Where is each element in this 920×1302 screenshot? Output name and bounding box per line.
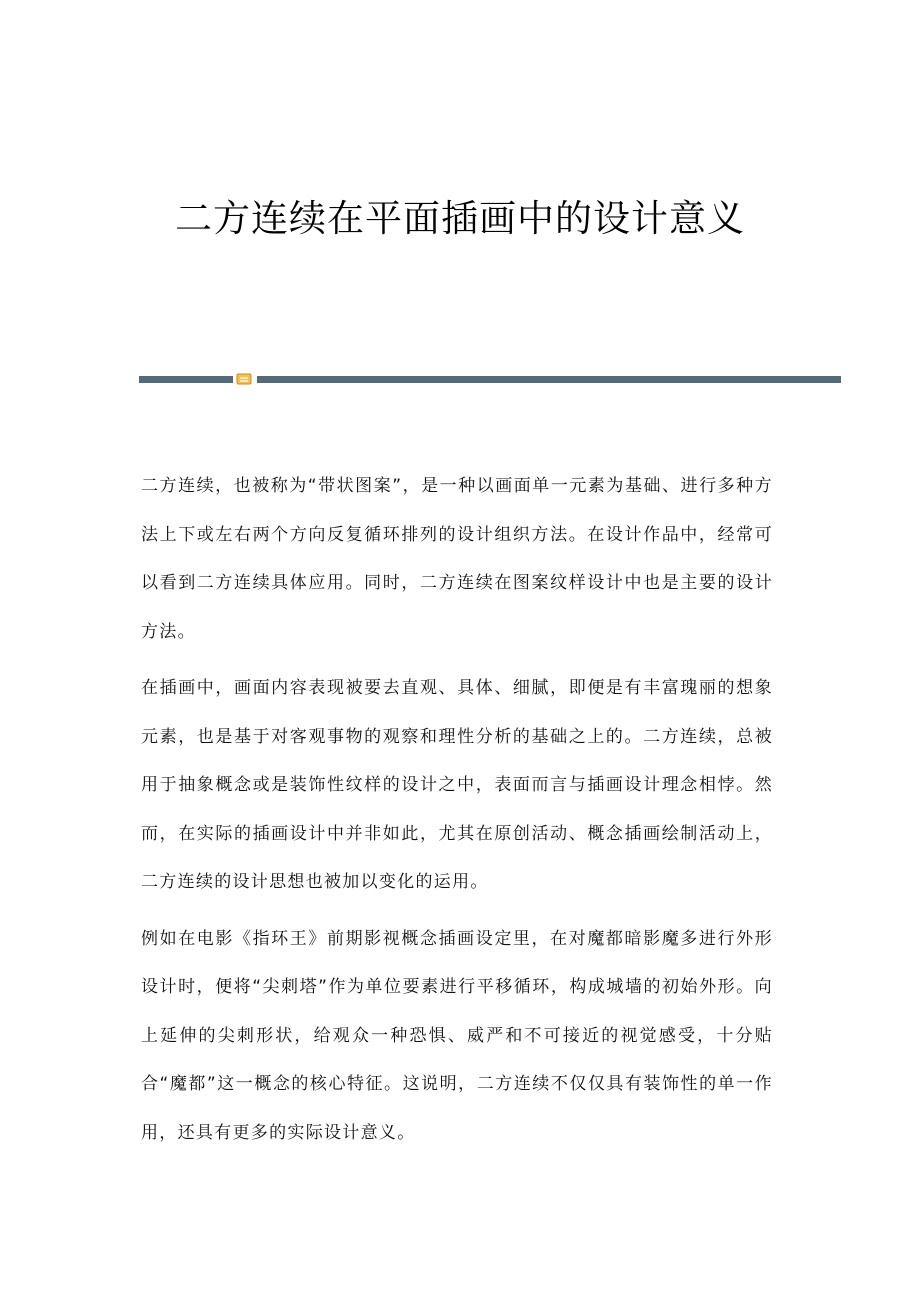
document-ornament-icon xyxy=(236,373,252,385)
paragraph-3: 例如在电影《指环王》前期影视概念插画设定里，在对魔都暗影魔多进行外形设计时，便将“尖刺塔”作为单位要素进行平移循环，构成城墙的初始外形。向上延伸的尖刺形状，给观众一种恐惧、威严和不可接近的视觉感受，十分贴合“魔都”这一概念的核心特征。这说明，二方连续不仅仅具有装饰性的单一作用，还具有更多的实际设计意义。 xyxy=(141,928,773,1143)
title-divider xyxy=(139,373,841,385)
page-title: 二方连续在平面插画中的设计意义 xyxy=(175,197,745,240)
divider-bar-left xyxy=(139,376,233,383)
document-body xyxy=(141,462,773,1165)
paragraph-1: 二方连续，也被称为“带状图案”，是一种以画面单一元素为基础、进行多种方法上下或左右两个方向反复循环排列的设计组织方法。在设计作品中，经常可以看到二方连续具体应用。同时，二方连续在图案纹样设计中也是主要的设计方法。 xyxy=(141,476,773,642)
divider-bar-right xyxy=(257,376,841,383)
paragraph-2: 在插画中，画面内容表现被要去直观、具体、细腻，即便是有丰富瑰丽的想象元素，也是基于对客观事物的观察和理性分析的基础之上的。二方连续，总被用于抽象概念或是装饰性纹样的设计之中，表面而言与插画设计理念相悖。然而，在实际的插画设计中并非如此，尤其在原创活动、概念插画绘制活动上，二方连续的设计思想也被加以变化的运用。 xyxy=(141,678,773,892)
